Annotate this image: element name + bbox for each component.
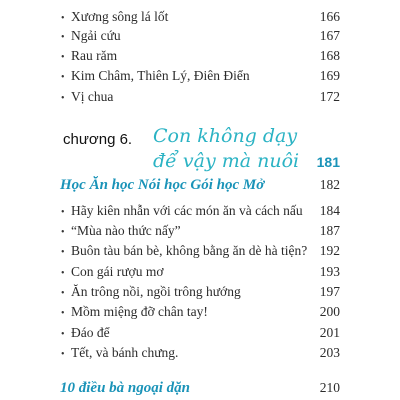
chapter-label: chương 6.	[63, 131, 133, 148]
toc-entry	[61, 48, 340, 66]
toc-entry	[61, 223, 340, 241]
toc-entry	[61, 345, 340, 363]
bullet-icon: •	[61, 288, 65, 299]
toc-entry	[61, 203, 340, 221]
toc-entry-page: 201	[319, 325, 340, 340]
toc-entry	[61, 68, 340, 86]
bullet-icon: •	[61, 329, 65, 340]
toc-entry	[61, 28, 340, 46]
toc-entry-page: 166	[319, 9, 340, 24]
toc-entry-label: Hãy kiên nhẫn với các món ăn và cách nấu	[71, 203, 303, 218]
bullet-icon: •	[61, 32, 65, 43]
toc-entry-page: 169	[319, 68, 340, 83]
section-title: 10 điều bà ngoại dặn	[60, 380, 191, 396]
toc-entry-label: “Mùa nào thức nấy”	[71, 223, 181, 238]
toc-entry-page: 168	[319, 48, 340, 63]
toc-entry-label: Mồm miệng đỡ chân tay!	[71, 304, 208, 319]
toc-entry-page: 184	[319, 203, 340, 218]
bullet-icon: •	[61, 308, 65, 319]
toc-entry-page: 192	[319, 243, 340, 258]
toc-entry-label: Ăn trông nồi, ngồi trông hướng	[71, 284, 241, 299]
toc-entry-page: 172	[319, 89, 340, 104]
toc-entry-label: Ngải cứu	[71, 28, 121, 43]
toc-entry	[61, 304, 340, 322]
toc-entry-label: Đáo để	[71, 325, 110, 340]
bullet-icon: •	[61, 227, 65, 238]
toc-entry-label: Buôn tàu bán bè, không bằng ăn dè hà tiện?	[71, 243, 308, 258]
toc-entry-label: Kim Châm, Thiên Lý, Điên Điển	[71, 68, 250, 83]
toc-entry-label: Rau răm	[71, 48, 118, 63]
bullet-icon: •	[61, 52, 65, 63]
bullet-icon: •	[61, 207, 65, 218]
toc-entry-label: Vị chua	[71, 89, 114, 104]
toc-entry	[61, 325, 340, 343]
toc-entry-page: 187	[319, 223, 340, 238]
section-heading	[60, 380, 340, 397]
chapter-page-number: 181	[316, 154, 340, 170]
section-title: Học Ăn học Nói học Gói học Mở	[60, 177, 265, 193]
bullet-icon: •	[61, 13, 65, 24]
bullet-icon: •	[61, 247, 65, 258]
toc-entry	[61, 9, 340, 27]
toc-entry-label: Tết, và bánh chưng.	[71, 345, 179, 360]
chapter-title-line-1: Con không dạy	[153, 125, 298, 147]
toc-entry-page: 193	[319, 264, 340, 279]
bullet-icon: •	[61, 268, 65, 279]
bullet-icon: •	[61, 72, 65, 83]
section-page-number: 210	[319, 380, 340, 395]
toc-entry-page: 197	[319, 284, 340, 299]
toc-entry	[61, 264, 340, 282]
toc-entry-page: 203	[319, 345, 340, 360]
section-heading	[60, 177, 340, 194]
toc-entry	[61, 284, 340, 302]
section-page-number: 182	[319, 177, 340, 192]
toc-entry-label: Xương sông lá lốt	[71, 9, 169, 24]
bullet-icon: •	[61, 349, 65, 360]
toc-entry	[61, 243, 340, 261]
toc-entry-label: Con gái rượu mơ	[71, 264, 164, 279]
bullet-icon: •	[61, 93, 65, 104]
toc-entry	[61, 89, 340, 107]
chapter-title-line-2: để vậy mà nuôi	[153, 150, 300, 172]
toc-entry-page: 200	[319, 304, 340, 319]
toc-entry-page: 167	[319, 28, 340, 43]
